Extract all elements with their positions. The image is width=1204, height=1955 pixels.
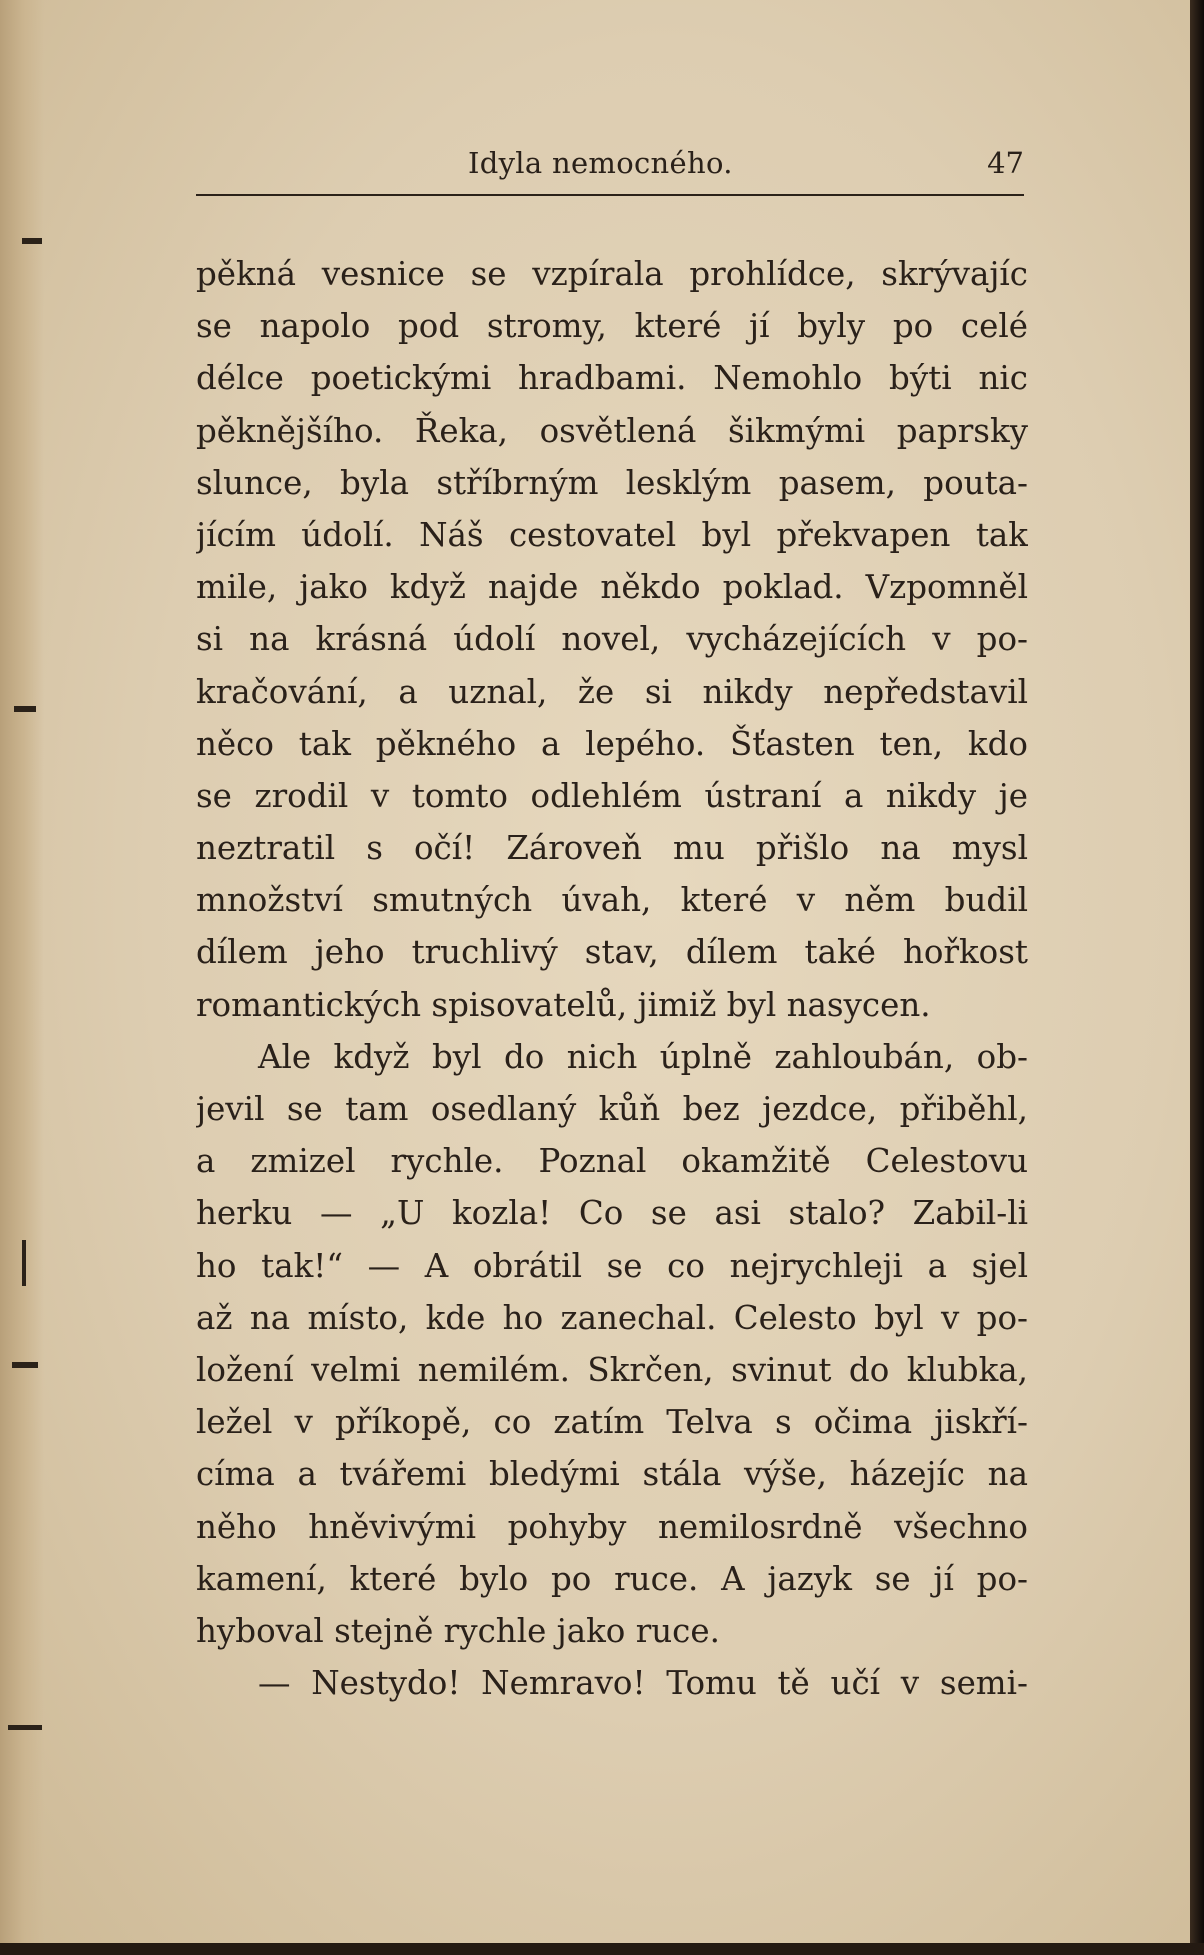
margin-speck [22, 1240, 26, 1286]
text-line: neztratil s očí! Zároveň mu přišlo na mysl [196, 829, 1028, 868]
text-line: dílem jeho truchlivý stav, dílem také hořkost [196, 933, 1028, 972]
page-number: 47 [987, 146, 1024, 180]
body-text [196, 248, 1028, 1709]
text-line: se napolo pod stromy, které jí byly po celé [196, 307, 1028, 346]
margin-speck [12, 1362, 38, 1368]
text-line: Ale když byl do nich úplně zahloubán, ob- [258, 1037, 1028, 1076]
text-line: něco tak pěkného a lepého. Šťasten ten, kdo [196, 724, 1028, 763]
text-line: kračování, a uznal, že si nikdy nepředstavil [196, 672, 1028, 711]
text-line: hyboval stejně rychle jako ruce. [196, 1611, 720, 1650]
text-line: mile, jako když najde někdo poklad. Vzpomněl [196, 568, 1028, 607]
text-line: ložení velmi nemilém. Skrčen, svinut do klubka, [196, 1350, 1028, 1389]
page-edge-bottom [0, 1943, 1204, 1955]
text-line: pěknějšího. Řeka, osvětlená šikmými paprsky [196, 411, 1028, 450]
text-line: herku — „U kozla! Co se asi stalo? Zabil-li [196, 1194, 1028, 1233]
text-line: pěkná vesnice se vzpírala prohlídce, skrývajíc [196, 255, 1028, 293]
text-line: slunce, byla stříbrným lesklým pasem, pouta- [196, 463, 1028, 502]
text-line: jícím údolí. Náš cestovatel byl překvapen tak [196, 515, 1028, 554]
text-line: ho tak!“ — A obrátil se co nejrychleji a sjel [196, 1246, 1028, 1285]
text-line: něho hněvivými pohyby nemilosrdně všechno [196, 1507, 1028, 1546]
page-spine-shadow [0, 0, 44, 1955]
text-line: množství smutných úvah, které v něm budil [196, 881, 1028, 920]
text-line: romantických spisovatelů, jimiž byl nasycen. [196, 985, 931, 1024]
text-line: jevil se tam osedlaný kůň bez jezdce, přiběhl, [196, 1090, 1028, 1128]
text-line: se zrodil v tomto odlehlém ústraní a nikdy je [196, 776, 1028, 815]
text-line: ležel v příkopě, co zatím Telva s očima jiskří- [196, 1403, 1028, 1442]
margin-speck [14, 706, 36, 712]
text-line: címa a tvářemi bledými stála výše, házejíc na [196, 1455, 1028, 1494]
text-line: délce poetickými hradbami. Nemohlo býti nic [196, 359, 1028, 398]
text-line: si na krásná údolí novel, vycházejících v po- [196, 620, 1028, 659]
text-line: — Nestydo! Nemravo! Tomu tě učí v semi- [258, 1664, 1028, 1703]
margin-speck [22, 238, 42, 244]
margin-speck [8, 1725, 42, 1730]
text-line: a zmizel rychle. Poznal okamžitě Celestovu [196, 1142, 1028, 1181]
running-header [196, 142, 1024, 196]
running-title: Idyla nemocného. [468, 146, 733, 180]
text-line: až na místo, kde ho zanechal. Celesto byl v po- [196, 1298, 1028, 1337]
text-line: kamení, které bylo po ruce. A jazyk se jí po- [196, 1559, 1028, 1598]
page-edge-right [1190, 0, 1204, 1955]
